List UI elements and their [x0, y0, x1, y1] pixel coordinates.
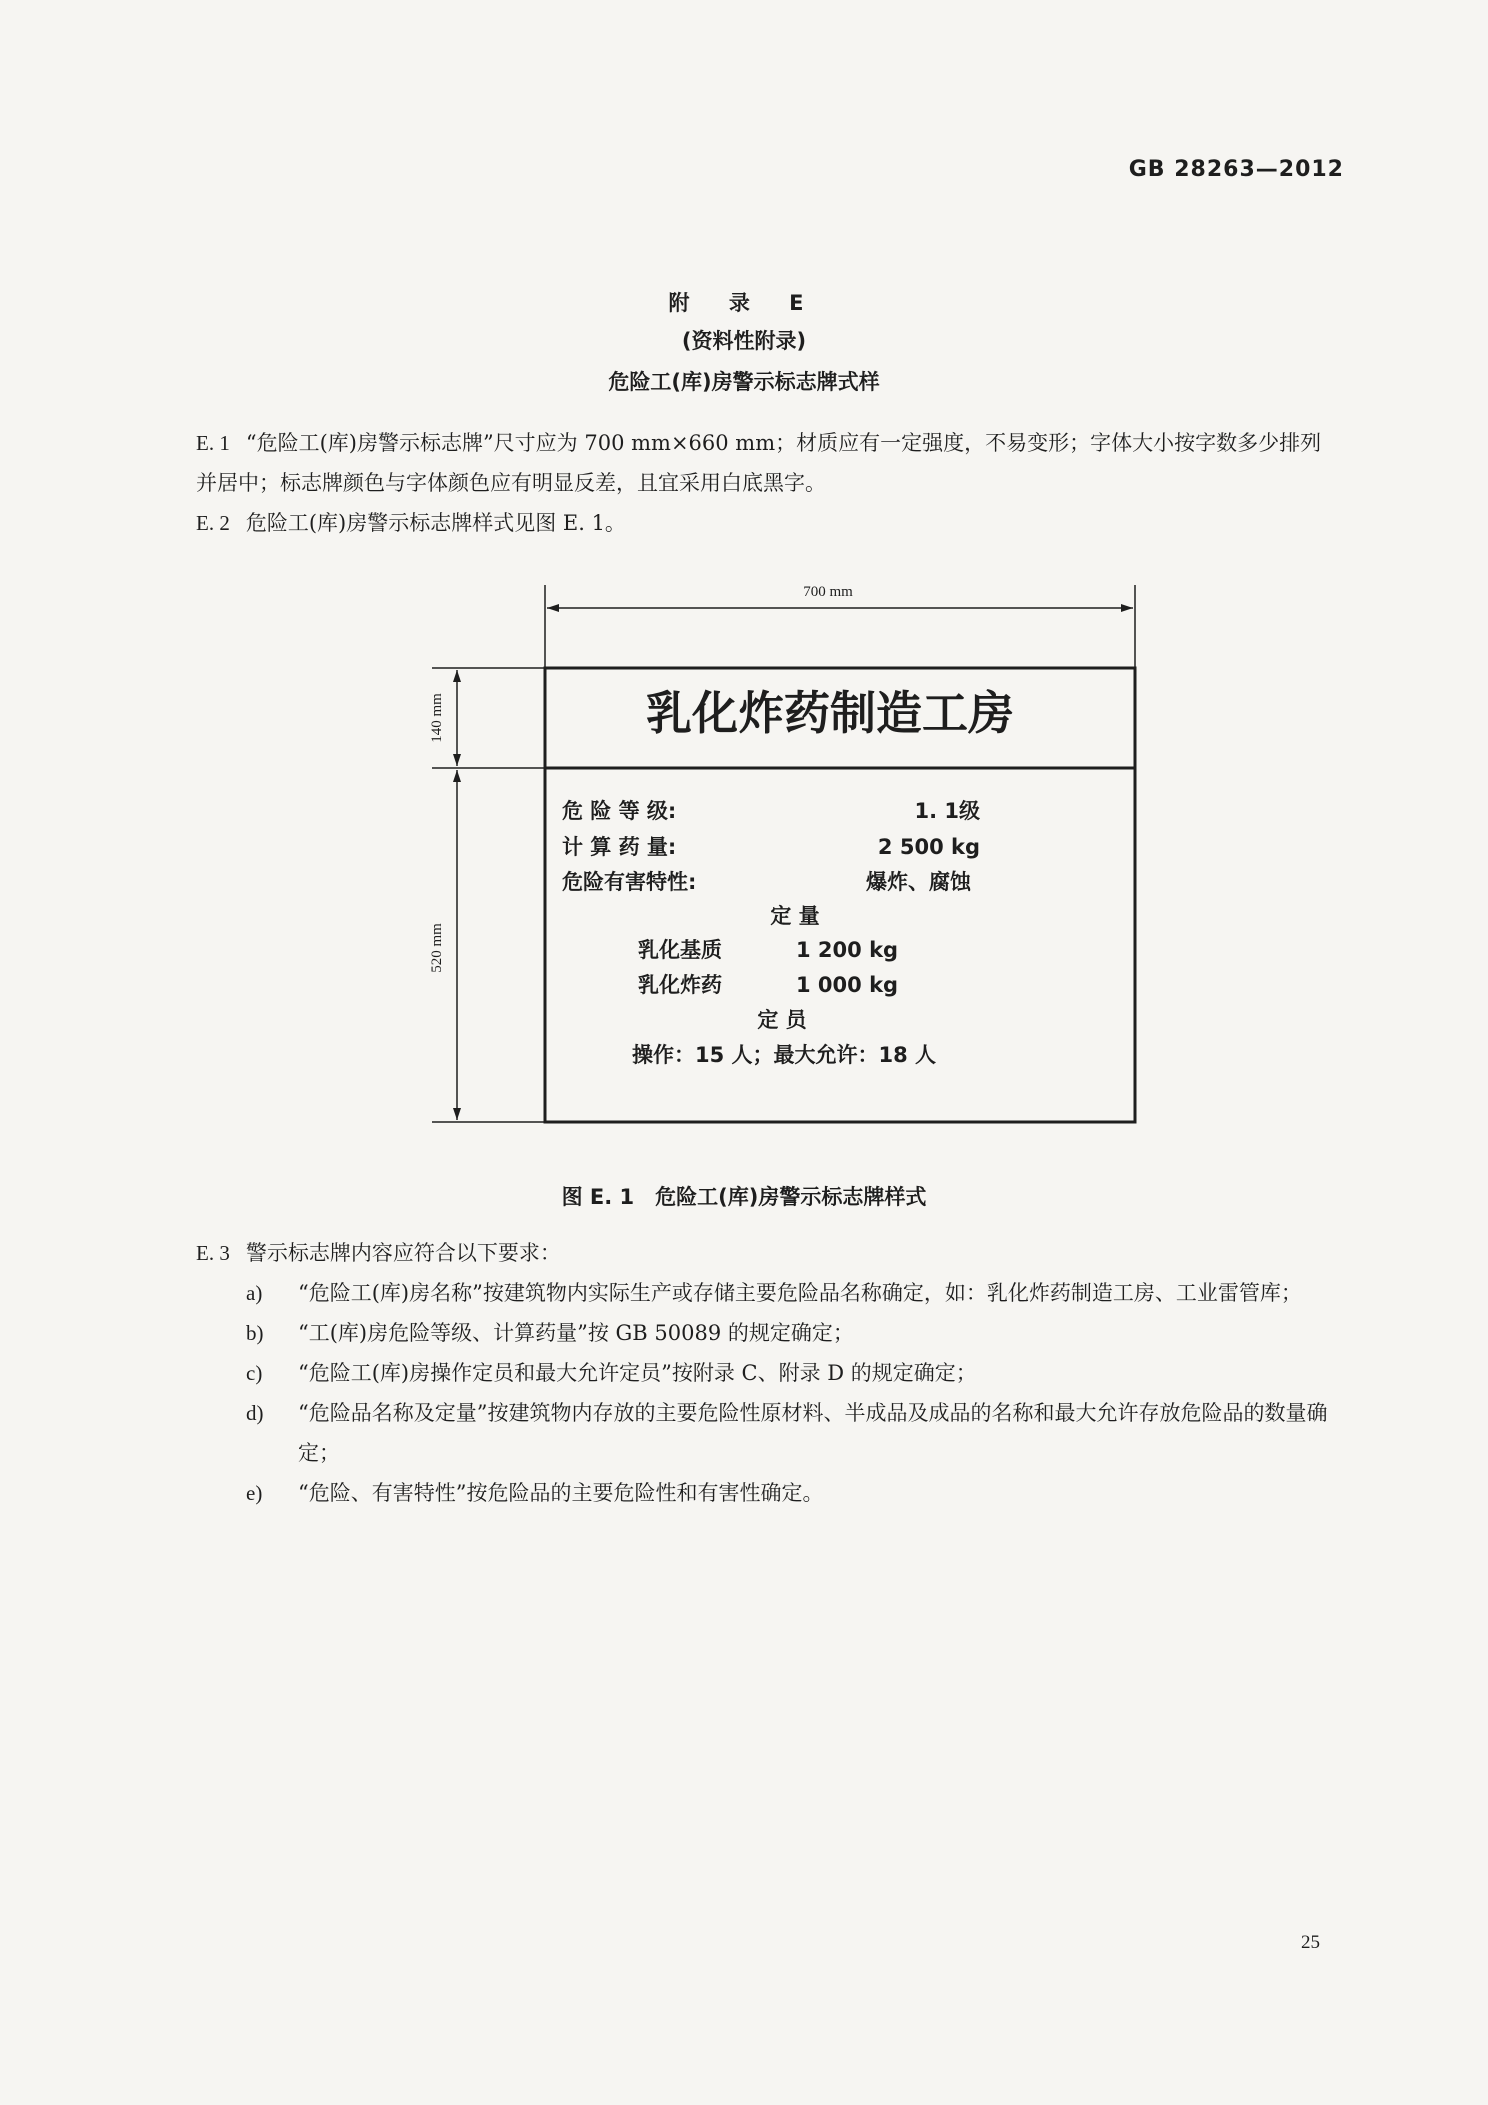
list-item-label: e)	[246, 1481, 263, 1505]
appendix-subject: 危险工(库)房警示标志牌式样	[608, 370, 880, 394]
arrowhead	[453, 1108, 461, 1120]
arrowhead	[453, 754, 461, 766]
quota-item-value: 1 000 kg	[796, 973, 899, 997]
list-item	[246, 1353, 1344, 1393]
width-label: 700 mm	[803, 584, 853, 600]
list-item-text: “危险、有害特性”按危险品的主要危险性和有害性确定。	[298, 1481, 824, 1505]
quota-item-value: 1 200 kg	[796, 938, 899, 962]
list-item	[246, 1313, 1344, 1353]
sign-row-value: 爆炸、腐蚀	[866, 870, 971, 894]
list-item	[246, 1273, 1344, 1313]
sign-row-label: 危 险 等 级:	[562, 799, 677, 823]
clause-number: E. 2	[196, 511, 230, 535]
page-number: 25	[1301, 1932, 1320, 1953]
quota-heading: 定 量	[770, 904, 820, 928]
list-item-text: “危险工(库)房操作定员和最大允许定员”按附录 C、附录 D 的规定确定；	[298, 1361, 977, 1385]
clause-number: E. 3	[196, 1241, 230, 1265]
list-item-text: “危险工(库)房名称”按建筑物内实际生产或存储主要危险品名称确定，如：乳化炸药制造工房、工业雷管库；	[298, 1281, 1302, 1305]
top-height-label: 140 mm	[429, 693, 445, 743]
sign-row-label: 计 算 药 量:	[562, 835, 677, 859]
staff-heading: 定 员	[757, 1008, 807, 1032]
sign-row-label: 危险有害特性:	[562, 870, 697, 894]
list-item-label: b)	[246, 1321, 264, 1345]
arrowhead	[453, 670, 461, 682]
clause-e3	[196, 1233, 1341, 1273]
list-item-label: c)	[246, 1361, 263, 1385]
arrowhead	[547, 604, 559, 612]
quota-item-name: 乳化基质	[638, 938, 722, 962]
sign-title: 乳化炸药制造工房	[646, 686, 1014, 740]
list-item	[246, 1393, 1344, 1473]
requirements-list	[246, 1273, 1344, 1513]
arrowhead	[1121, 604, 1133, 612]
arrowhead	[453, 770, 461, 782]
staff-line: 操作：15 人；最大允许：18 人	[631, 1043, 937, 1067]
clause-text: 危险工(库)房警示标志牌样式见图 E. 1。	[245, 511, 626, 535]
list-item-label: d)	[246, 1401, 264, 1425]
appendix-type: (资料性附录)	[681, 329, 807, 353]
bottom-height-label: 520 mm	[429, 923, 445, 973]
list-item-text: “危险品名称及定量”按建筑物内存放的主要危险性原材料、半成品及成品的名称和最大允许存放危险品的数量确定；	[298, 1401, 1328, 1465]
quota-item-name: 乳化炸药	[638, 973, 722, 997]
clause-number: E. 1	[196, 431, 230, 455]
clause-text: “危险工(库)房警示标志牌”尺寸应为 700 mm×660 mm；材质应有一定强度，不易变形；字体大小按字数多少排列并居中；标志牌颜色与字体颜色应有明显反差，且宜采用白底黑字。	[196, 431, 1322, 495]
list-item	[246, 1473, 1344, 1513]
sign-row-value: 2 500 kg	[877, 835, 980, 859]
list-item-text: “工(库)房危险等级、计算药量”按 GB 50089 的规定确定；	[298, 1321, 854, 1345]
standard-number: GB 28263—2012	[1128, 157, 1344, 182]
list-item-label: a)	[246, 1281, 263, 1305]
appendix-title: 附 录 E	[668, 291, 820, 315]
clause-text: 警示标志牌内容应符合以下要求：	[245, 1241, 561, 1265]
figure-caption: 图 E. 1 危险工(库)房警示标志牌样式	[561, 1185, 927, 1209]
sign-row-value: 1. 1级	[914, 799, 980, 823]
